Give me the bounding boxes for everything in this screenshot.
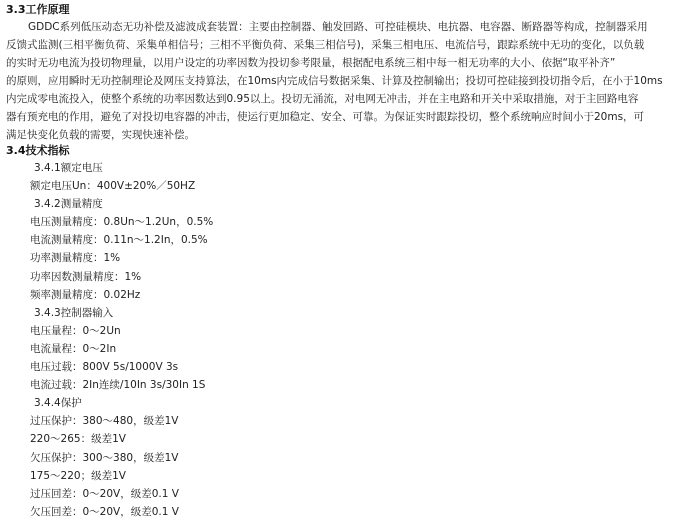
spec-item: 额定电压Un：400V±20%／50HZ (30, 180, 196, 193)
paragraph-line: 的原则，应用瞬时无功控制理论及网压支持算法，在10ms内完成信号数据采集、计算及控制输出；投切可控硅接到投切指令后，在小于10ms (6, 75, 663, 87)
paragraph-line: 的实时无功电流为投切物理量，以用户设定的功率因数为投切参考限量，根据配电系统三相中每一相无功率的大小、依据“取平补齐” (6, 57, 616, 69)
spec-subheading: 3.4.2测量精度 (34, 198, 103, 211)
spec-item: 功率测量精度：1% (30, 252, 121, 265)
working-principle-paragraph (6, 18, 696, 144)
spec-item: 欠压保护：300～380，级差1V (30, 451, 179, 464)
spec-item: 电压过载：800V 5s/1000V 3s (30, 361, 179, 374)
spec-item: 欠压回差：0～20V，级差0.1 V (30, 505, 179, 518)
spec-item: 电流过载：2In连续/10In 3s/30In 1S (30, 379, 206, 392)
spec-item: 过压保护：380～480，级差1V (30, 415, 179, 428)
paragraph-line: GDDC系列低压动态无功补偿及滤波成套装置：主要由控制器、触发回路、可控硅模块、电抗器、电容器、断路器等构成，控制器采用 (28, 21, 648, 33)
technical-specs-list (30, 159, 213, 521)
paragraph-line: 器有预充电的作用，避免了对投切电容器的冲击，使运行更加稳定、安全、可靠。为保证实时跟踪投切，整个系统响应时间小于20ms，可 (6, 111, 645, 123)
spec-item: 功率因数测量精度：1% (30, 270, 142, 283)
spec-item: 220～265：级差1V (30, 433, 126, 446)
spec-subheading: 3.4.3控制器输入 (34, 306, 114, 319)
spec-item: 电压量程：0～2Un (30, 324, 121, 337)
spec-item: 电流量程：0～2In (30, 342, 117, 355)
paragraph-line: 内完成零电流投入，使整个系统的功率因数达到0.95以上。投切无涌流，对电网无冲击，并在主电路和开关中采取措施，对于主回路电容 (6, 93, 639, 105)
spec-subheading: 3.4.1额定电压 (34, 162, 103, 174)
section-heading-technical-specs: 3.4技术指标 (6, 144, 70, 157)
spec-item: 电压测量精度：0.8Un～1.2Un，0.5% (30, 216, 214, 229)
spec-subheading: 3.4.4保护 (34, 397, 82, 410)
spec-item: 频率测量精度：0.02Hz (30, 288, 141, 301)
spec-item: 过压回差：0～20V，级差0.1 V (30, 487, 179, 500)
paragraph-line: 满足快变化负载的需要，实现快速补偿。 (6, 129, 195, 141)
section-heading-working-principle: 3.3工作原理 (6, 3, 70, 16)
spec-item: 175～220；级差1V (30, 469, 126, 482)
spec-item: 电流测量精度：0.11n～1.2In，0.5% (30, 234, 208, 247)
paragraph-line: 反馈式监测(三相平衡负荷、采集单相信号；三相不平衡负荷、采集三相信号)，采集三相电压、电流信号，跟踪系统中无功的变化，以负载 (6, 39, 645, 51)
